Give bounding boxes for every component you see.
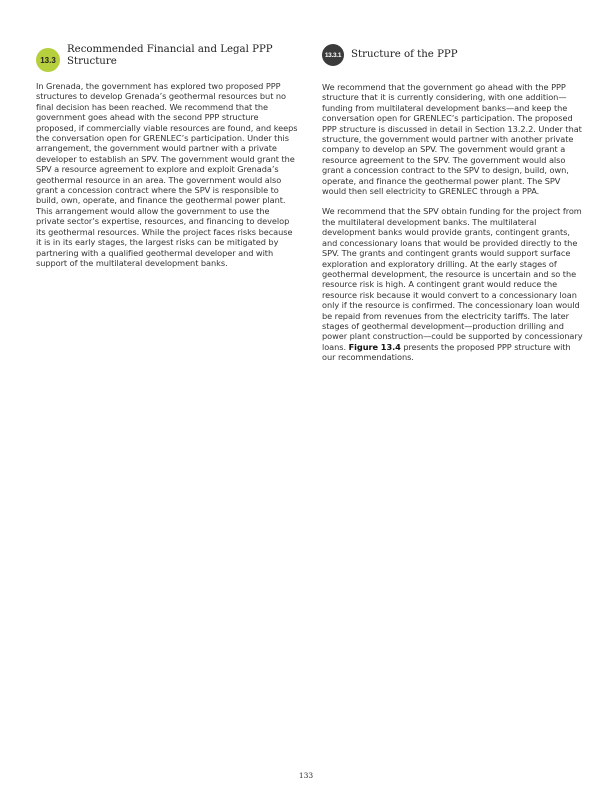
- figure-reference-link[interactable]: Figure 13.4: [348, 341, 401, 352]
- body-paragraph: This arrangement would allow the government to use the private sector’s expertise, resources, and financing to develop its geothermal resources. While the project faces risks because it is in its early stages, the largest risks can be mitigated by partnering with a qualified geothermal developer and with support of the multilateral development banks.: [36, 205, 293, 268]
- left-column: [36, 44, 298, 268]
- paragraph-text: presents the proposed PPP structure with our recommendations.: [322, 341, 571, 363]
- subsection-number-badge: 13.3.1: [322, 44, 344, 66]
- page-number: 133: [298, 771, 314, 780]
- subsection-heading: [322, 44, 584, 66]
- section-number-badge: 13.3: [36, 48, 60, 72]
- paragraph-text: We recommend that the SPV obtain funding for the project from the multilateral development banks. The multilateral development banks would provide grants, contingent grants, and concessionary loans that would be provided directly to the SPV. The grants and contingent grants would support surface exploration and exploratory drilling. At the early stages of geothermal development, the resource is uncertain and so the resource risk is high. A contingent grant would reduce the resource risk because it would convert to a concessionary loan only if the resource is confirmed. The concessionary loan would be repaid from revenues from the electricity tariffs. The later stages of geothermal development—production drilling and power plant construction—could be supported by concessionary loans.: [322, 206, 583, 352]
- body-paragraph: In Grenada, the government has explored two proposed PPP structures to develop Grenada’s geothermal resources but no final decision has been reached. We recommend that the government goes ahead with the second PPP structure proposed, if commercially viable resources are found, and keeps the conversation open for GRENLEC’s participation. Under this arrangement, the government would partner with a private developer to establish an SPV. The government would grant the SPV a resource agreement to explore and exploit Grenada’s geothermal resource in an area. The government would also grant a concession contract where the SPV is responsible to build, own, operate, and finance the geothermal power plant.: [36, 81, 298, 206]
- section-heading: [36, 44, 298, 72]
- subsection-title: Structure of the PPP: [351, 49, 458, 60]
- body-paragraph: [322, 206, 584, 362]
- section-title: Recommended Financial and Legal PPP Structure: [67, 44, 273, 67]
- right-column: [322, 44, 584, 363]
- body-paragraph: We recommend that the government go ahead with the PPP structure that it is currently considering, with one addition—funding from multilateral development banks—and keep the conversation open for GRENLEC’s participation. The proposed PPP structure is discussed in detail in Section 13.2.2. Under that structure, the government would partner with another private company to develop an SPV. The government would grant a resource agreement to the SPV. The government would also grant a concession contract to the SPV to design, build, own, operate, and finance the geothermal power plant. The SPV would then sell electricity to GRENLEC through a PPA.: [322, 82, 582, 197]
